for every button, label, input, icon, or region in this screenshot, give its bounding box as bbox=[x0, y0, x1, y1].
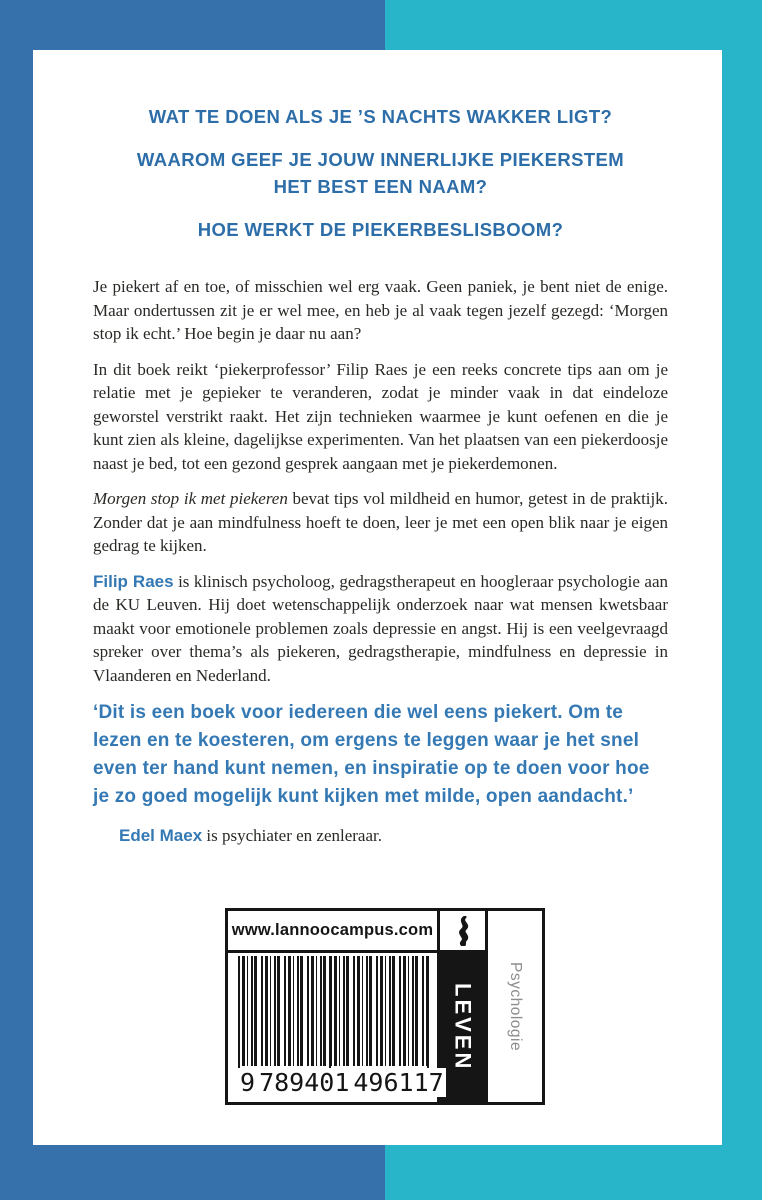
author-bio-rest: is klinisch psycholoog, gedragstherapeut en hoogleraar psychologie aan de KU Leuven. Hij doet wetenschappelijk onderzoek naar wat mensen kwetsbaar maakt voor emotionele problemen zoals depressie en angst. Hij is een veelgevraagd spreker over thema’s als piekeren, gedragstherapie, mindfulness en depressie in Vlaanderen en Nederland. bbox=[93, 571, 668, 685]
blurb-text bbox=[93, 275, 668, 687]
series-label: LEVEN bbox=[440, 953, 485, 1102]
isbn-group-1: 9 bbox=[240, 1068, 256, 1097]
category-column bbox=[485, 911, 542, 1102]
isbn-barcode-block bbox=[225, 908, 545, 1105]
back-cover-card bbox=[33, 50, 722, 1145]
barcode-guard-right bbox=[427, 956, 429, 1084]
endorser-role: is psychiater en zenleraar. bbox=[202, 826, 382, 845]
ean-barcode bbox=[228, 953, 444, 1102]
barcode-column bbox=[228, 911, 444, 1102]
isbn-number bbox=[238, 1068, 444, 1097]
isbn-group-3: 496117 bbox=[353, 1068, 444, 1097]
blurb-paragraph-3-rest: bevat tips vol mildheid en humor, getest in de praktijk. Zonder dat je aan mindfulness hoeft te doen, leer je met een open blik naar je eigen gedrag te kijken. bbox=[93, 489, 668, 555]
barcode-guard-middle bbox=[329, 956, 331, 1084]
author-name: Filip Raes bbox=[93, 571, 174, 591]
blurb-paragraph-1: Je piekert af en toe, of misschien wel erg vaak. Geen paniek, je bent niet de enige. Maar ondertussen zit je er wel mee, en heb je al vaak tegen jezelf gezegd: ‘Morgen stop ik echt.’ Hoe begin je daar nu aan? bbox=[93, 277, 668, 343]
teaser-questions bbox=[93, 103, 668, 243]
teaser-question-1: WAT TE DOEN ALS JE ’S NACHTS WAKKER LIGT? bbox=[148, 106, 613, 127]
isbn-group-2: 789401 bbox=[259, 1068, 350, 1097]
book-title-italic: Morgen stop ik met piekeren bbox=[93, 489, 288, 508]
barcode-guard-left bbox=[238, 956, 240, 1084]
lannoo-logo-icon bbox=[440, 911, 485, 953]
teaser-question-2: WAAROM GEEF JE JOUW INNERLIJKE PIEKERSTEM HET BEST EEN NAAM? bbox=[136, 149, 625, 197]
blurb-paragraph-2: In dit boek reikt ‘piekerprofessor’ Filip Raes je een reeks concrete tips aan om je relatie met je gepieker te veranderen, zodat je minder vaak in dat eindeloze geworstel verstrikt raakt. Het zijn technieken waarmee je kunt oefenen en die je kunt zien als kleine, dagelijkse experimenten. Van het plaatsen van een piekerdoosje naast je bed, tot een gezond gesprek aangaan met je piekerdemonen. bbox=[93, 359, 668, 473]
endorsement-quote: ‘Dit is een boek voor iedereen die wel eens piekert. Om te lezen en te koesteren, om ergens te leggen waar je het snel even ter hand kunt nemen, en inspiratie op te doen voor hoe je zo goed mogelijk kunt kijken met milde, open aandacht.’ bbox=[93, 702, 650, 807]
publisher-website: www.lannoocampus.com bbox=[228, 911, 437, 953]
teaser-question-3: HOE WERKT DE PIEKERBESLISBOOM? bbox=[197, 219, 564, 240]
barcode-bars bbox=[238, 956, 431, 1066]
endorsement-attribution bbox=[93, 826, 668, 846]
blurb-paragraph-3 bbox=[93, 487, 668, 558]
author-bio bbox=[93, 570, 668, 688]
category-label: Psychologie bbox=[507, 961, 524, 1052]
endorser-name: Edel Maex bbox=[119, 826, 203, 845]
